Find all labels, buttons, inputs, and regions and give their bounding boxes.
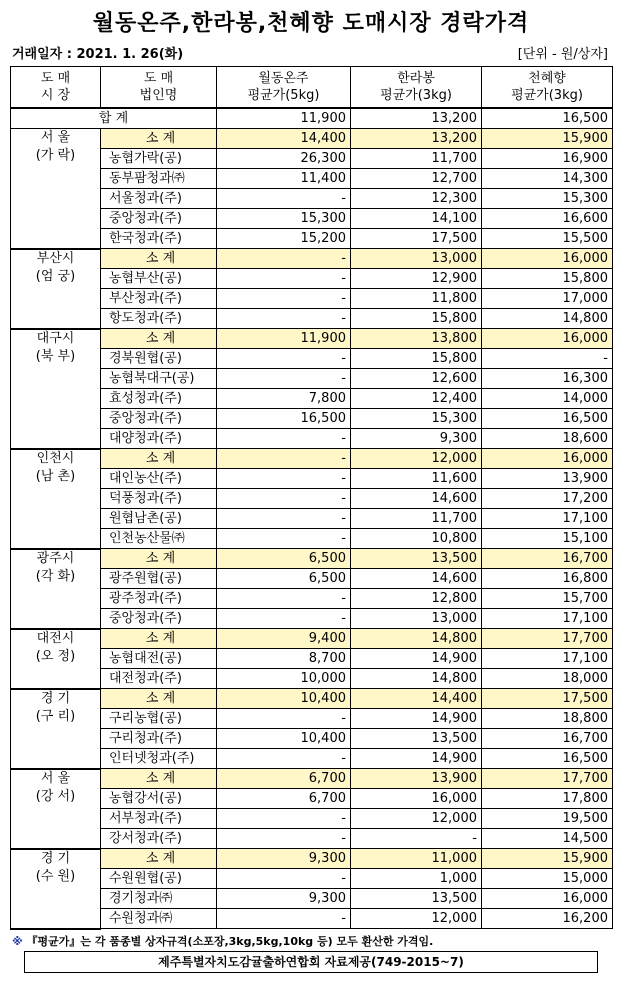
price-v1: 15,200 [217,229,351,249]
price-v1: 9,400 [217,629,351,649]
price-v1: 11,900 [217,329,351,349]
price-v2: 14,900 [351,749,482,769]
price-v1: - [217,909,351,929]
header-market: 도 매 시 장 [11,67,101,109]
table-row [11,309,613,329]
corp-name: 원협남촌(공) [101,509,217,529]
corp-name: 서부청과(주) [101,809,217,829]
price-v3: 14,300 [482,169,613,189]
table-row [11,749,613,769]
price-v2: 12,800 [351,589,482,609]
corp-name: 중앙청과(주) [101,209,217,229]
corp-name: 효성청과(주) [101,389,217,409]
price-v3: 16,800 [482,569,613,589]
price-v2: 14,800 [351,629,482,649]
corp-name: 항도청과(주) [101,309,217,329]
price-v2: 11,600 [351,469,482,489]
price-v2: 12,900 [351,269,482,289]
corp-name: 대전청과(주) [101,669,217,689]
subtotal-label: 소 계 [101,769,217,789]
price-v3: 18,000 [482,669,613,689]
table-row [11,809,613,829]
corp-name: 농협강서(공) [101,789,217,809]
price-v1: - [217,349,351,369]
unit-label: [단위 - 원/상자] [517,47,608,62]
price-v3: 15,000 [482,869,613,889]
subtotal-label: 소 계 [101,549,217,569]
table-row [11,189,613,209]
price-v2: 9,300 [351,429,482,449]
table-row [11,869,613,889]
market-name: 경 기 [40,850,71,866]
subtotal-label: 소 계 [101,129,217,149]
price-v3: 16,900 [482,149,613,169]
price-v3: 15,300 [482,189,613,209]
subtotal-label: 소 계 [101,689,217,709]
header-col1: 월동온주 평균가(5kg) [217,67,351,109]
price-v3: 15,800 [482,269,613,289]
table-row [11,369,613,389]
corp-name: 중앙청과(주) [101,609,217,629]
market-cell [11,629,101,689]
market-cell [11,449,101,549]
price-v2: 12,000 [351,909,482,929]
market-area: (남 촌) [35,468,76,484]
price-v3: 16,000 [482,249,613,269]
table-row [11,609,613,629]
subtotal-label: 소 계 [101,449,217,469]
market-cell [11,249,101,329]
market-area: (수 원) [35,868,76,884]
table-row [11,529,613,549]
price-v1: 6,500 [217,569,351,589]
price-v2: 17,500 [351,229,482,249]
price-v2: 11,000 [351,849,482,869]
table-row [11,209,613,229]
price-v1: - [217,529,351,549]
price-v2: 12,000 [351,809,482,829]
corp-name: 동부팜청과㈜ [101,169,217,189]
market-area: (구 리) [35,708,76,724]
corp-name: 대양청과(주) [101,429,217,449]
price-v2: 12,600 [351,369,482,389]
market-name: 대구시 [36,330,75,346]
total-label: 합 계 [11,108,217,129]
header-col3: 천혜향 평균가(3kg) [482,67,613,109]
corp-name: 구리청과(주) [101,729,217,749]
price-v3: 16,300 [482,369,613,389]
total-v1: 11,900 [217,108,351,129]
table-row [11,789,613,809]
price-v1: - [217,609,351,629]
table-row [11,489,613,509]
price-v2: 12,000 [351,449,482,469]
table-row [11,689,613,709]
price-v2: 13,000 [351,609,482,629]
price-v1: - [217,429,351,449]
corp-name: 인터넷청과(주) [101,749,217,769]
market-area: (북 부) [35,348,76,364]
price-v3: 15,900 [482,849,613,869]
price-v2: 14,600 [351,569,482,589]
price-v2: 13,500 [351,549,482,569]
table-row [11,909,613,929]
corp-name: 농협대전(공) [101,649,217,669]
market-area: (강 서) [35,788,76,804]
price-v1: - [217,829,351,849]
price-v1: - [217,589,351,609]
corp-name: 농협북대구(공) [101,369,217,389]
price-v2: 13,900 [351,769,482,789]
corp-name: 덕풍청과(주) [101,489,217,509]
price-v2: 14,800 [351,669,482,689]
corp-name: 중앙청과(주) [101,409,217,429]
price-v1: 9,300 [217,889,351,909]
price-v3: 16,500 [482,409,613,429]
market-name: 광주시 [36,550,75,566]
market-cell [11,329,101,449]
price-v3: 15,900 [482,129,613,149]
price-v2: 12,700 [351,169,482,189]
price-v1: 10,400 [217,689,351,709]
price-v1: - [217,509,351,529]
table-row [11,889,613,909]
price-v3: 17,700 [482,769,613,789]
price-v1: - [217,809,351,829]
table-row [11,249,613,269]
price-v1: 9,300 [217,849,351,869]
total-v3: 16,500 [482,108,613,129]
header-col2: 한라봉 평균가(3kg) [351,67,482,109]
price-v3: 17,500 [482,689,613,709]
price-v1: 15,300 [217,209,351,229]
price-v2: 14,900 [351,709,482,729]
table-row [11,669,613,689]
price-v3: 16,000 [482,889,613,909]
price-v2: 1,000 [351,869,482,889]
price-v1: 26,300 [217,149,351,169]
price-v2: 14,900 [351,649,482,669]
price-v1: 7,800 [217,389,351,409]
price-v1: 11,400 [217,169,351,189]
price-v3: 15,100 [482,529,613,549]
price-v3: 13,900 [482,469,613,489]
price-v1: 6,700 [217,789,351,809]
table-row [11,829,613,849]
price-v2: 11,800 [351,289,482,309]
market-name: 부산시 [36,250,75,266]
price-v3: 15,700 [482,589,613,609]
price-v1: - [217,189,351,209]
price-v1: - [217,449,351,469]
table-row [11,629,613,649]
price-v2: 15,800 [351,349,482,369]
price-v3: 17,000 [482,289,613,309]
price-v2: 13,200 [351,129,482,149]
price-v1: - [217,709,351,729]
price-v3: 14,500 [482,829,613,849]
price-v3: 16,000 [482,329,613,349]
price-v3: 16,700 [482,549,613,569]
price-v2: 16,000 [351,789,482,809]
table-row [11,169,613,189]
corp-name: 농협가락(공) [101,149,217,169]
corp-name: 부산청과(주) [101,289,217,309]
table-row [11,349,613,369]
subtotal-label: 소 계 [101,329,217,349]
price-v2: 14,600 [351,489,482,509]
price-v2: 15,300 [351,409,482,429]
price-v1: - [217,469,351,489]
table-row [11,129,613,149]
corp-name: 수원청과㈜ [101,909,217,929]
price-v1: - [217,249,351,269]
price-v2: 10,800 [351,529,482,549]
price-v2: 13,500 [351,729,482,749]
market-name: 인천시 [36,450,75,466]
market-cell [11,849,101,929]
footnote: ※ 『평균가』는 각 품종별 상자규격(소포장,3kg,5kg,10kg 등) 모두 환산한 가격임. [12,935,434,948]
price-v3: 16,200 [482,909,613,929]
corp-name: 한국청과(주) [101,229,217,249]
price-v3: 18,800 [482,709,613,729]
price-v1: - [217,489,351,509]
price-v1: 6,500 [217,549,351,569]
price-v3: 17,200 [482,489,613,509]
price-v3: 17,700 [482,629,613,649]
corp-name: 광주청과(주) [101,589,217,609]
table-row [11,229,613,249]
price-v1: 10,000 [217,669,351,689]
price-v2: - [351,829,482,849]
price-v1: - [217,869,351,889]
total-v2: 13,200 [351,108,482,129]
corp-name: 서울청과(주) [101,189,217,209]
market-area: (가 락) [35,148,76,163]
corp-name: 광주원협(공) [101,569,217,589]
table-row [11,729,613,749]
price-v3: 16,500 [482,749,613,769]
market-name: 서 울 [40,770,71,786]
price-v2: 13,500 [351,889,482,909]
table-row [11,329,613,349]
corp-name: 강서청과(주) [101,829,217,849]
price-table [10,66,613,930]
market-cell [11,769,101,849]
corp-name: 수원원협(공) [101,869,217,889]
corp-name: 인천농산물㈜ [101,529,217,549]
table-row [11,589,613,609]
market-area: (엄 궁) [35,268,76,284]
table-row [11,429,613,449]
page-title: 월동온주,한라봉,천혜향 도매시장 경락가격 [92,11,530,36]
market-cell [11,689,101,769]
corp-name: 경기청과㈜ [101,889,217,909]
price-v1: - [217,289,351,309]
price-v3: 14,800 [482,309,613,329]
price-v3: 14,000 [482,389,613,409]
price-v3: 18,600 [482,429,613,449]
price-v2: 12,400 [351,389,482,409]
header-row [11,67,613,109]
price-v1: 6,700 [217,769,351,789]
market-area: (각 화) [35,568,76,584]
price-v3: 19,500 [482,809,613,829]
price-v3: 16,700 [482,729,613,749]
price-v2: 14,400 [351,689,482,709]
price-v1: - [217,749,351,769]
source-credit: 제주특별자치도감귤출하연합회 자료제공(749-2015~7) [24,951,598,973]
price-v3: 17,800 [482,789,613,809]
table-row [11,469,613,489]
market-cell [11,129,101,249]
price-v3: 17,100 [482,609,613,629]
price-v1: 14,400 [217,129,351,149]
table-row [11,449,613,469]
trade-date: 거래일자 : 2021. 1. 26(화) [12,47,184,62]
table-row [11,389,613,409]
corp-name: 경북원협(공) [101,349,217,369]
price-v2: 12,300 [351,189,482,209]
table-row [11,849,613,869]
header-corp: 도 매 법인명 [101,67,217,109]
total-row [11,108,613,129]
price-v1: 8,700 [217,649,351,669]
price-v2: 14,100 [351,209,482,229]
price-v2: 13,800 [351,329,482,349]
table-row [11,649,613,669]
table-row [11,289,613,309]
market-name: 대전시 [36,630,75,646]
corp-name: 농협부산(공) [101,269,217,289]
price-v2: 13,000 [351,249,482,269]
price-v1: 16,500 [217,409,351,429]
market-area: (오 정) [35,648,76,664]
price-v1: - [217,309,351,329]
table-row [11,549,613,569]
corp-name: 구리농협(공) [101,709,217,729]
price-v3: - [482,349,613,369]
market-cell [11,549,101,629]
price-v2: 11,700 [351,509,482,529]
subtotal-label: 소 계 [101,849,217,869]
price-v2: 11,700 [351,149,482,169]
price-v1: - [217,269,351,289]
subtotal-label: 소 계 [101,629,217,649]
price-v1: 10,400 [217,729,351,749]
table-row [11,269,613,289]
corp-name: 대인농산(주) [101,469,217,489]
table-row [11,409,613,429]
price-v3: 16,600 [482,209,613,229]
table-row [11,709,613,729]
price-v3: 17,100 [482,509,613,529]
table-row [11,149,613,169]
table-row [11,509,613,529]
price-v1: - [217,369,351,389]
table-row [11,569,613,589]
table-row [11,769,613,789]
price-v3: 16,000 [482,449,613,469]
market-name: 서 울 [40,130,71,145]
price-v3: 17,100 [482,649,613,669]
price-v3: 15,500 [482,229,613,249]
subtotal-label: 소 계 [101,249,217,269]
market-name: 경 기 [40,690,71,706]
price-v2: 15,800 [351,309,482,329]
